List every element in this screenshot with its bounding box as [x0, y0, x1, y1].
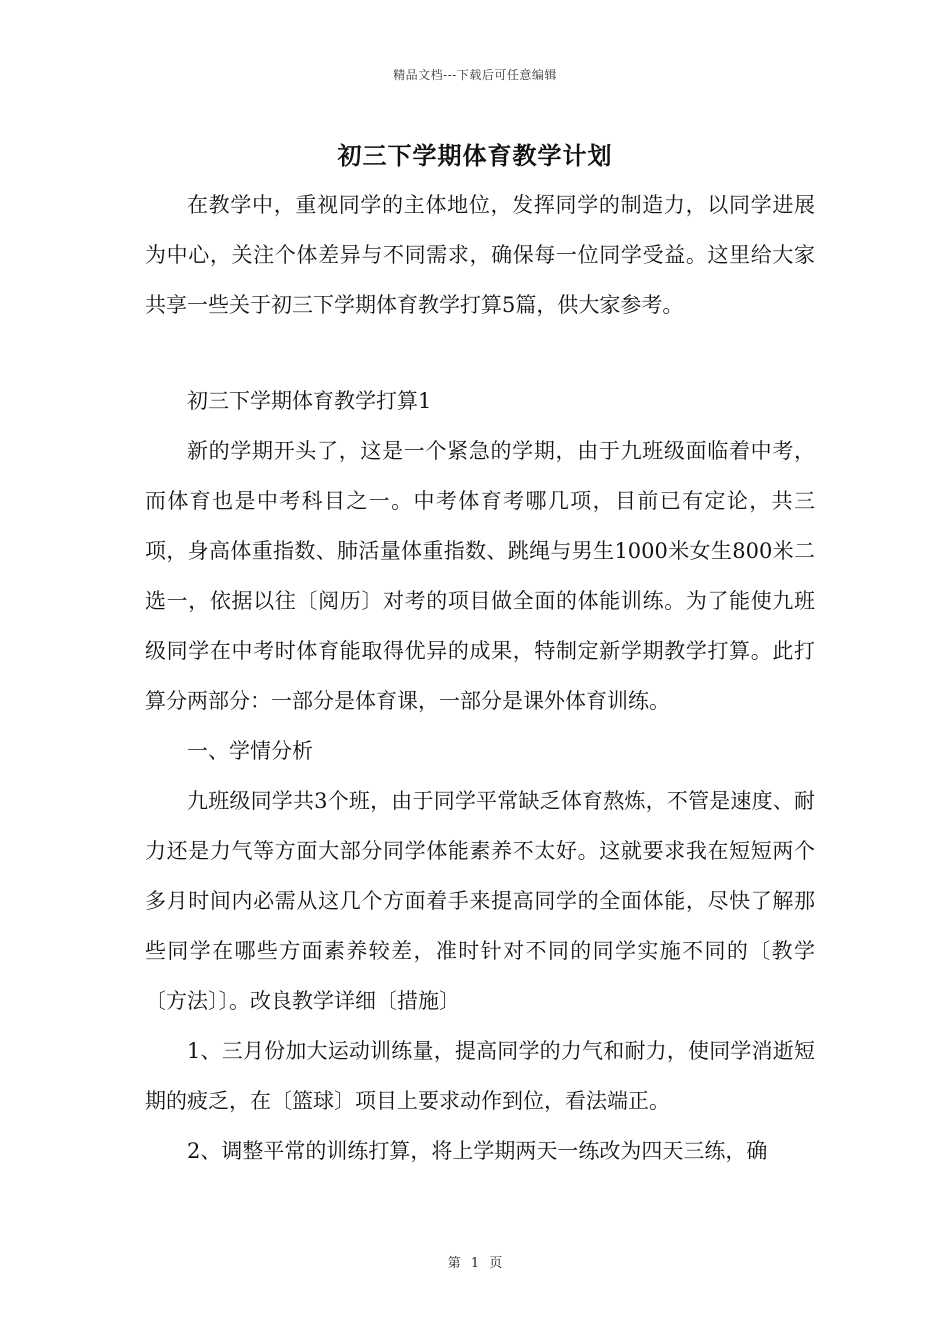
- footer-prefix: 第: [447, 1256, 461, 1271]
- section-heading: 初三下学期体育教学打算1: [187, 389, 432, 413]
- subsection-heading: 一、学情分析: [187, 739, 313, 763]
- list-item: 1、三月份加大运动训练量，提高同学的力气和耐力，使同学消逝短期的疲乏，在〔篮球〕项目上要求动作到位，看法端正。: [145, 1039, 815, 1113]
- intro-paragraph: 在教学中，重视同学的主体地位，发挥同学的制造力，以同学进展为中心，关注个体差异与不同需求，确保每一位同学受益。这里给大家共享一些关于初三下学期体育教学打算5篇，供大家参考。: [145, 193, 815, 317]
- document-body: [145, 180, 815, 1176]
- paragraph-spacer: [145, 330, 815, 376]
- page-footer: [0, 1252, 950, 1271]
- list-item: 2、调整平常的训练打算，将上学期两天一练改为四天三练，确: [187, 1139, 768, 1163]
- document-title: 初三下学期体育教学计划: [337, 141, 613, 170]
- body-paragraph: 九班级同学共3个班，由于同学平常缺乏体育熬炼，不管是速度、耐力还是力气等方面大部分同学体能素养不太好。这就要求我在短短两个多月时间内必需从这几个方面着手来提高同学的全面体能，尽快了解那些同学在哪些方面素养较差，准时针对不同的同学实施不同的〔教学〔方法〕〕。改良教学详细〔措施〕: [145, 789, 815, 1013]
- body-paragraph: 新的学期开头了，这是一个紧急的学期，由于九班级面临着中考，而体育也是中考科目之一。中考体育考哪几项，目前已有定论，共三项，身高体重指数、肺活量体重指数、跳绳与男生1000米女生800米二选一，依据以往〔阅历〕对考的项目做全面的体能训练。为了能使九班级同学在中考时体育能取得优异的成果，特制定新学期教学打算。此打算分两部分：一部分是体育课，一部分是课外体育训练。: [145, 439, 815, 713]
- header-note: 精品文档---下载后可任意编辑: [393, 68, 557, 82]
- page-number: 1: [470, 1256, 480, 1271]
- footer-suffix: 页: [489, 1256, 503, 1271]
